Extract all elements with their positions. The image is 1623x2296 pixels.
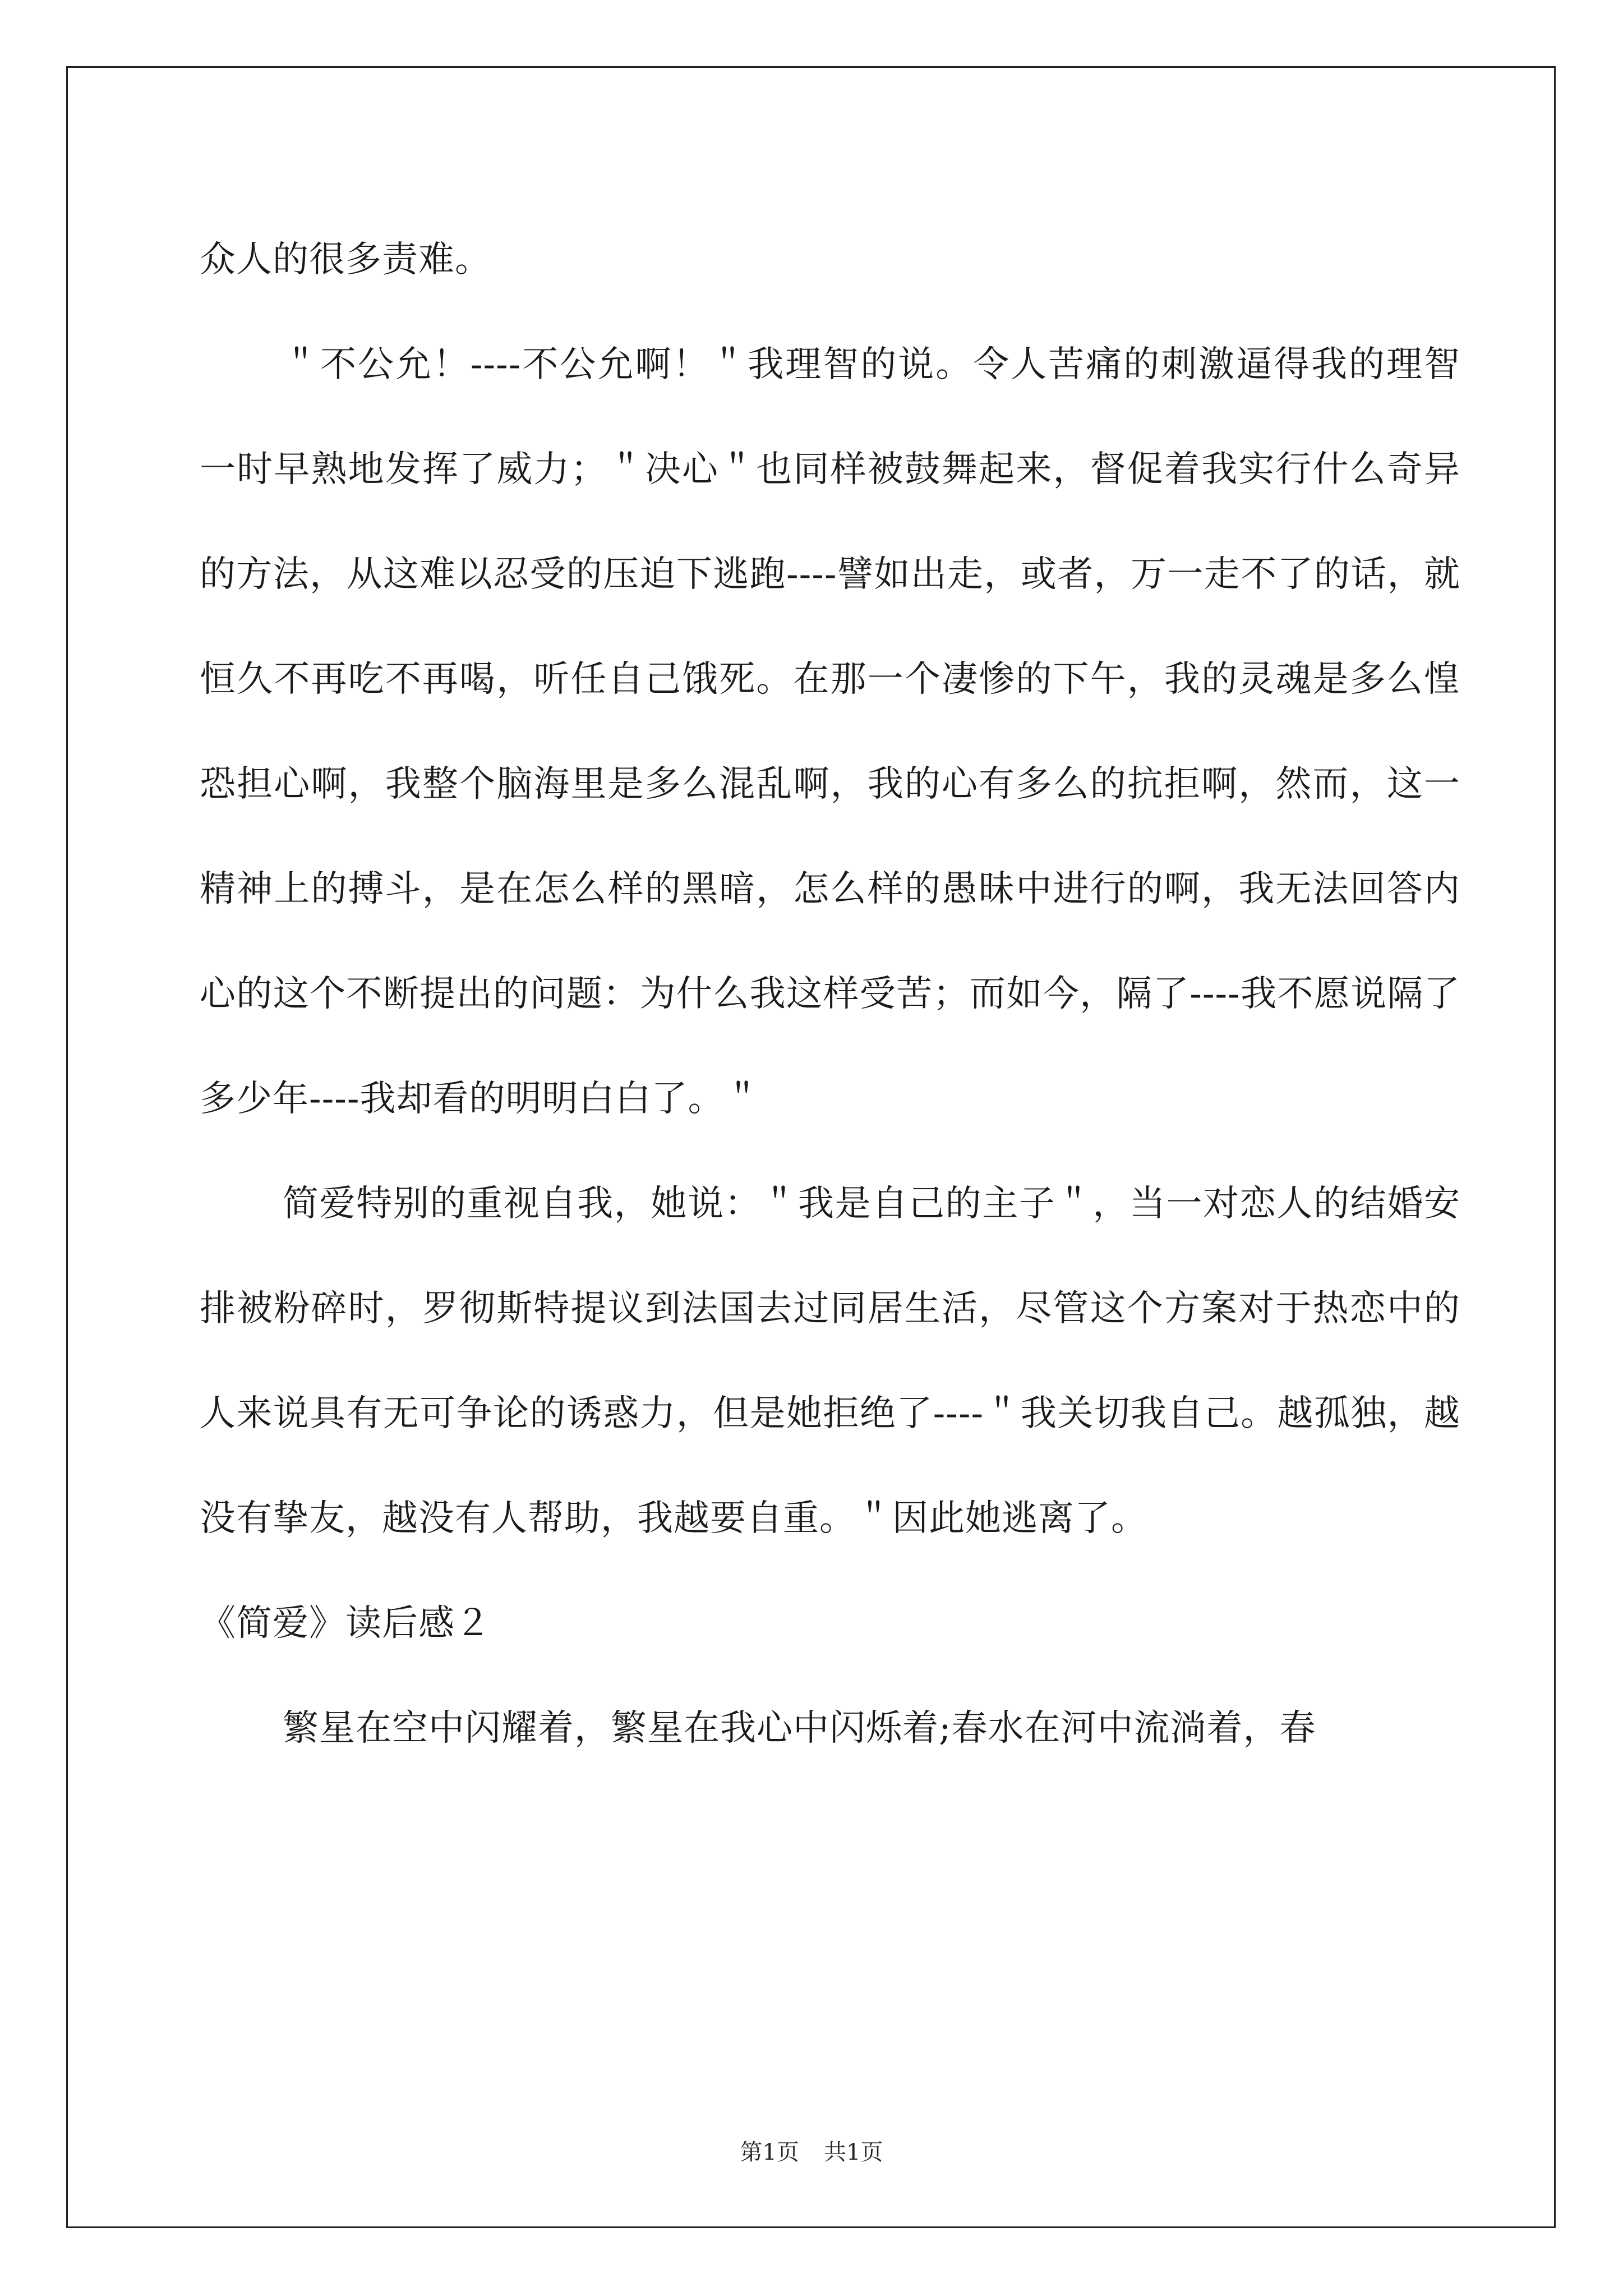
document-body xyxy=(200,208,1460,1781)
section-heading: 《简爱》读后感２ xyxy=(200,1603,491,1644)
page-total: 共1页 xyxy=(824,2139,883,2165)
paragraph-self-respect: 简爱特别的重视自我，她说：＂我是自己的主子＂，当一对恋人的结婚安排被粉碎时，罗彻斯特提议到法国去过同居生活，尽管这个方案对于热恋中的人来说具有无可争论的诱惑力，但是她拒绝了----＂我关切我自己。越孤独，越没有挚友，越没有人帮助，我越要自重。＂因此她逃离了。 xyxy=(200,1183,1460,1539)
page-number: 第1页 xyxy=(740,2139,799,2165)
page-footer xyxy=(0,2134,1623,2166)
paragraph-stars: 繁星在空中闪耀着，繁星在我心中闪烁着;春水在河中流淌着，春 xyxy=(283,1708,1316,1749)
paragraph-quote: ＂不公允！----不公允啊！＂我理智的说。令人苦痛的刺激逼得我的理智一时早熟地发挥了威力；＂决心＂也同样被鼓舞起来，督促着我实行什么奇异的方法，从这难以忍受的压迫下逃跑----譬如出走，或者，万一走不了的话，就恒久不再吃不再喝，听任自己饿死。在那一个凄惨的下午，我的灵魂是多么惶恐担心啊，我整个脑海里是多么混乱啊，我的心有多么的抗拒啊，然而，这一精神上的搏斗，是在怎么样的黑暗，怎么样的愚昧中进行的啊，我无法回答内心的这个不断提出的问题：为什么我这样受苦；而如今，隔了----我不愿说隔了多少年----我却看的明明白白了。＂ xyxy=(200,344,1460,1120)
paragraph-continuation: 众人的很多责难。 xyxy=(200,239,491,280)
